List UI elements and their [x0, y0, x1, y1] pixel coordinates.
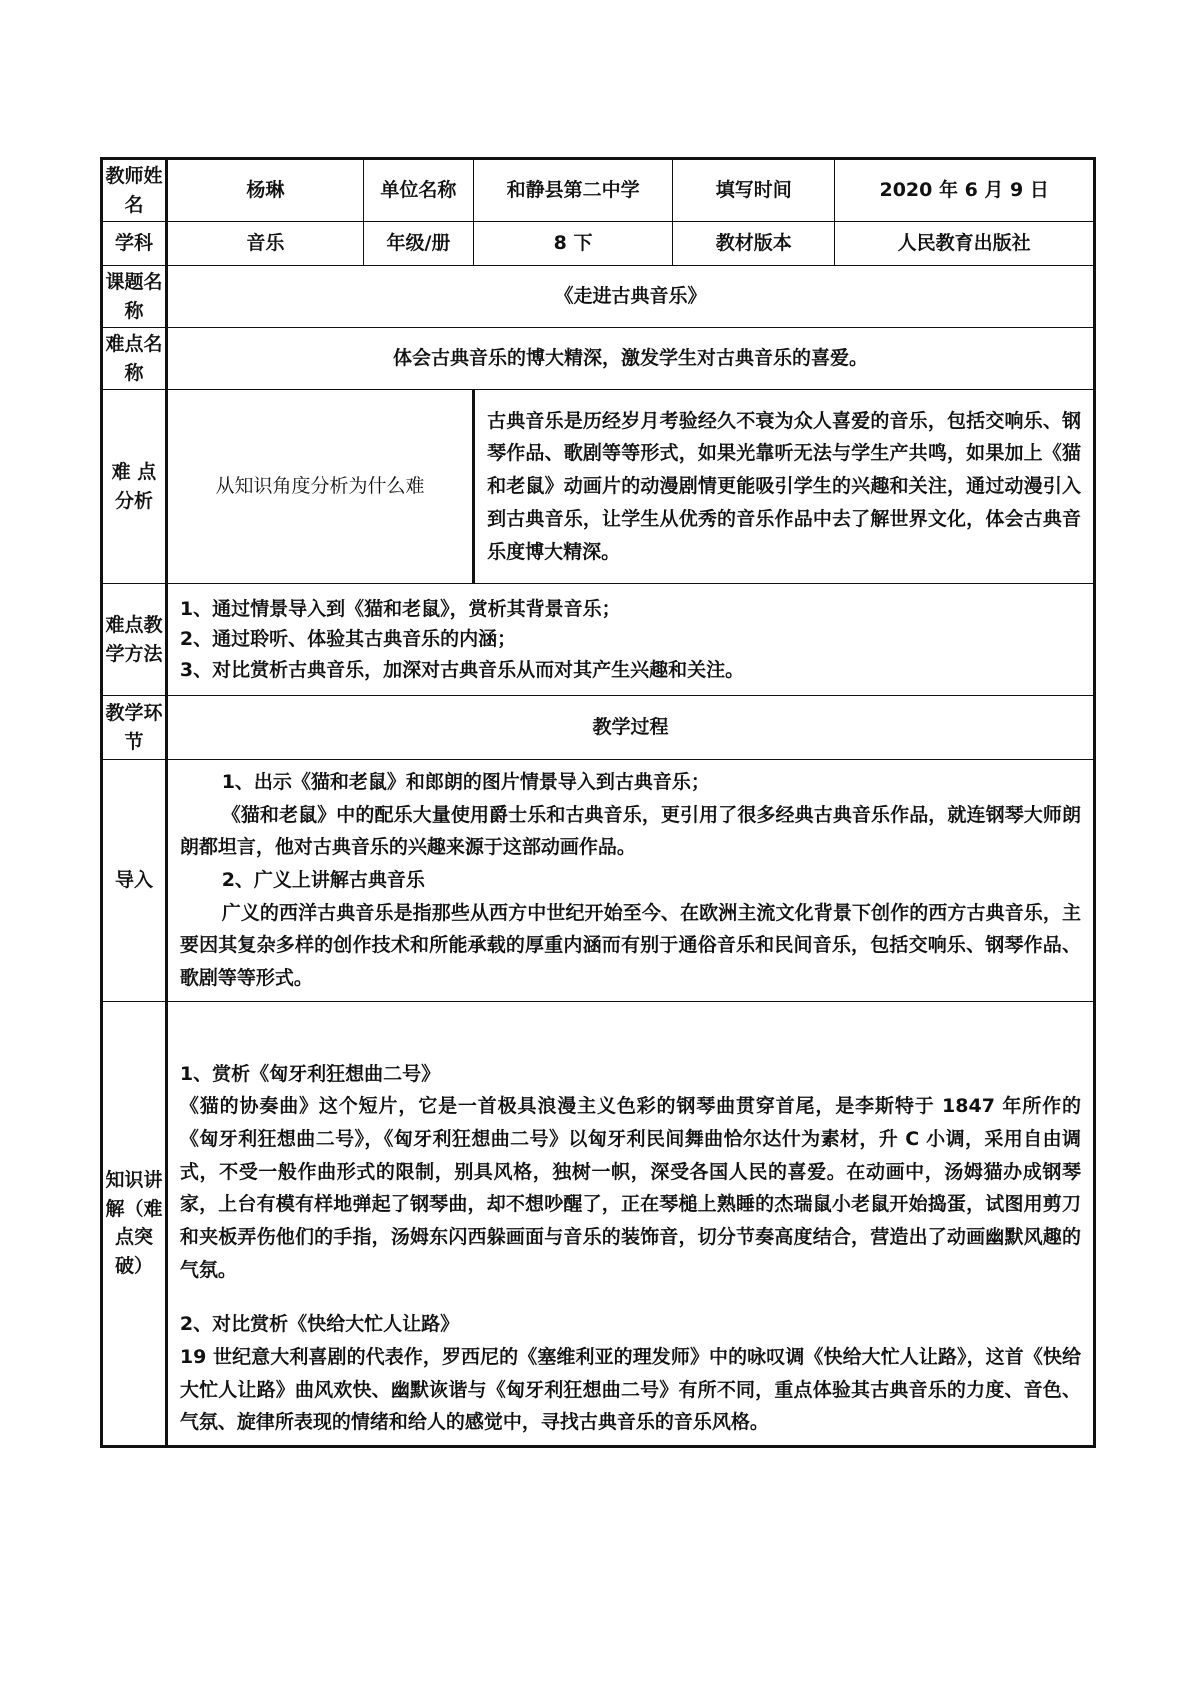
teacher-label: 教师姓名	[102, 159, 167, 222]
date-label: 填写时间	[673, 159, 835, 222]
process-label: 教学环节	[102, 696, 167, 760]
intro-point-1: 1、出示《猫和老鼠》和郎朗的图片情景导入到古典音乐；	[221, 771, 710, 793]
analysis-sublabel: 从知识角度分析为什么难	[166, 390, 473, 584]
knowledge-text-2: 19 世纪意大利喜剧的代表作，罗西尼的《塞维利亚的理发师》中的咏叹调《快给大忙人让路》，这首《快给大忙人让路》曲风欢快、幽默诙谐与《匈牙利狂想曲二号》有所不同，重点体验其古典音乐的力度、音色、气氛、旋律所表现的情绪和给人的感觉中，寻找古典音乐的音乐风格。	[179, 1346, 1081, 1434]
analysis-text: 古典音乐是历经岁月考验经久不衰为众人喜爱的音乐，包括交响乐、钢琴作品、歌剧等等形式，如果光靠听无法与学生产共鸣，如果加上《猫和老鼠》动画片的动漫剧情更能吸引学生的兴趣和关注，通过动漫引入到古典音乐，让学生从优秀的音乐作品中去了解世界文化，体会古典音乐度博大精深。	[474, 390, 1095, 584]
knowledge-label: 知识讲解（难点突破）	[102, 1001, 167, 1446]
intro-label: 导入	[102, 760, 167, 1002]
difficulty-label: 难点名称	[102, 328, 167, 390]
method-row	[102, 584, 1095, 696]
method-item-3: 3、对比赏析古典音乐，加深对古典音乐从而对其产生兴趣和关注。	[179, 658, 745, 681]
method-item-2: 2、通过聆听、体验其古典音乐的内涵；	[179, 628, 517, 651]
grade-value: 8 下	[474, 222, 673, 266]
intro-row	[102, 760, 1095, 1002]
process-row	[102, 696, 1095, 760]
analysis-label: 难 点分析	[102, 390, 167, 584]
method-list	[166, 584, 1094, 696]
method-label: 难点教学方法	[102, 584, 167, 696]
paragraph-gap	[180, 1286, 1081, 1308]
topic-label: 课题名称	[102, 266, 167, 328]
edition-value: 人民教育出版社	[835, 222, 1095, 266]
topic-row	[102, 266, 1095, 328]
grade-label: 年级/册	[363, 222, 473, 266]
header-row-2	[102, 222, 1095, 266]
knowledge-content	[166, 1001, 1094, 1446]
intro-paragraph-2: 广义的西洋古典音乐是指那些从西方中世纪开始至今、在欧洲主流文化背景下创作的西方古典音乐，主要因其复杂多样的创作技术和所能承载的厚重内涵而有别于通俗音乐和民间音乐，包括交响乐、钢琴作品、歌剧等等形式。	[179, 901, 1081, 990]
process-value: 教学过程	[166, 696, 1094, 760]
knowledge-row	[102, 1001, 1095, 1446]
knowledge-text-1: 《猫的协奏曲》这个短片，它是一首极具浪漫主义色彩的钢琴曲贯穿首尾，是李斯特于 1847 年所作的《匈牙利狂想曲二号》，《匈牙利狂想曲二号》以匈牙利民间舞曲恰尔达什为素材，升 C 小调，采用自由调式，不受一般作曲形式的限制，别具风格，独树一帜，深受各国人民的喜爱。在动画中，汤姆猫办成钢琴家，上台有模有样地弹起了钢琴曲，却不想吵醒了，正在琴槌上熟睡的杰瑞鼠小老鼠开始捣蛋，试图用剪刀和夹板弄伤他们的手指，汤姆东闪西躲画面与音乐的装饰音，切分节奏高度结合，营造出了动画幽默风趣的气氛。	[179, 1095, 1081, 1281]
subject-value: 音乐	[166, 222, 363, 266]
difficulty-row	[102, 328, 1095, 390]
difficulty-value: 体会古典音乐的博大精深，激发学生对古典音乐的喜爱。	[166, 328, 1094, 390]
lesson-plan-document	[100, 157, 1096, 1448]
intro-paragraph-1: 《猫和老鼠》中的配乐大量使用爵士乐和古典音乐，更引用了很多经典古典音乐作品，就连钢琴大师朗朗都坦言，他对古典音乐的兴趣来源于这部动画作品。	[179, 803, 1081, 859]
subject-label: 学科	[102, 222, 167, 266]
method-item-1: 1、通过情景导入到《猫和老鼠》，赏析其背景音乐；	[179, 597, 621, 620]
teacher-name: 杨琳	[166, 159, 363, 222]
header-row-1	[102, 159, 1095, 222]
lesson-plan-table	[100, 157, 1096, 1448]
edition-label: 教材版本	[673, 222, 835, 266]
intro-point-2: 2、广义上讲解古典音乐	[221, 869, 425, 892]
unit-name: 和静县第二中学	[474, 159, 673, 222]
intro-content	[166, 760, 1094, 1002]
analysis-row	[102, 390, 1095, 584]
date-value: 2020 年 6 月 9 日	[835, 159, 1095, 222]
knowledge-heading-1: 1、赏析《匈牙利狂想曲二号》	[179, 1062, 441, 1085]
knowledge-heading-2: 2、对比赏析《快给大忙人让路》	[179, 1313, 460, 1336]
topic-value: 《走进古典音乐》	[166, 266, 1094, 328]
unit-label: 单位名称	[363, 159, 473, 222]
